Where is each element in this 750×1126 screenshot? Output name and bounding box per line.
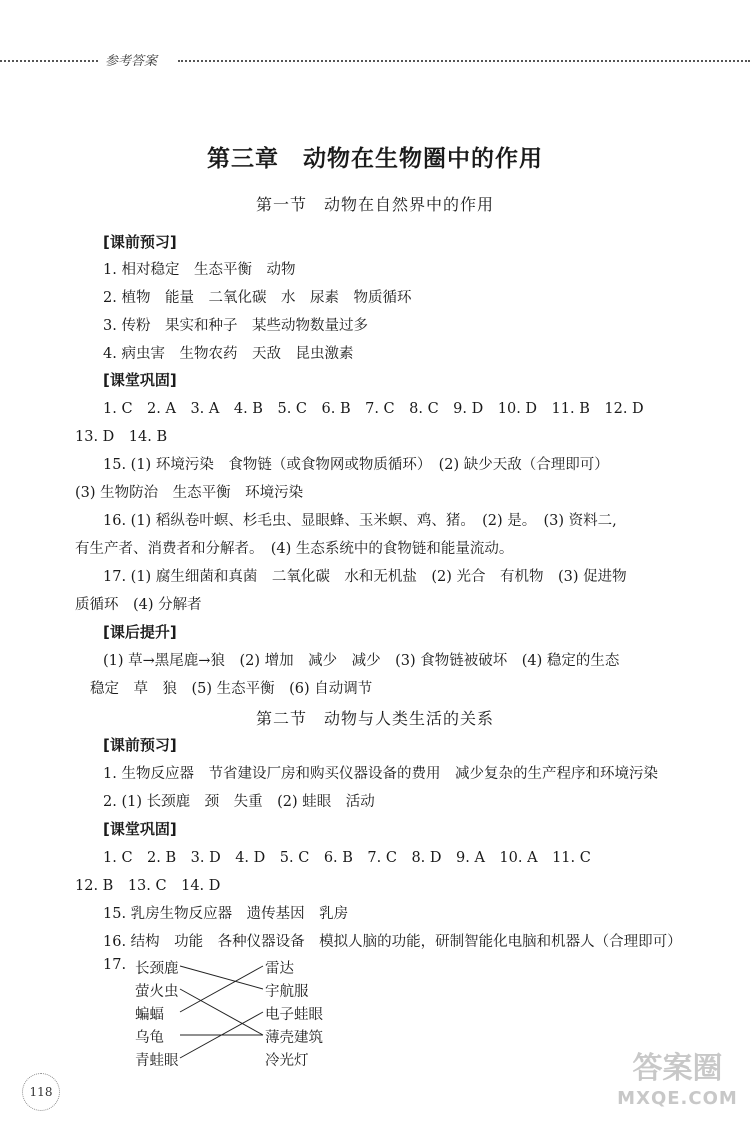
answer-line: 1. C 2. B 3. D 4. D 5. C 6. B 7. C 8. D 9. A 10. A 11. C (103, 850, 591, 866)
section-title-2: 第二节 动物与人类生活的关系 (255, 709, 494, 728)
answer-line: 12. B 13. C 14. D (75, 878, 221, 894)
watermark-line1: 答案圈 (632, 1051, 723, 1086)
matching-left-item: 乌龟 (135, 1030, 164, 1046)
answer-line: 1. 相对稳定 生态平衡 动物 (103, 262, 296, 278)
matching-number: 17. (103, 957, 127, 973)
answer-line: 3. 传粉 果实和种子 某些动物数量过多 (103, 318, 368, 334)
matching-right-item: 薄壳建筑 (265, 1030, 323, 1046)
matching-left-item: 青蛙眼 (135, 1053, 179, 1069)
answer-line: 15. 乳房生物反应器 遗传基因 乳房 (103, 906, 349, 922)
tag-class-1: [课堂巩固] (103, 371, 177, 389)
answer-line: (1) 草→黑尾鹿→狼 (2) 增加 减少 减少 (3) 食物链被破坏 (4) 稳定的生态 (103, 653, 620, 669)
answer-line: 质循环 (4) 分解者 (75, 597, 202, 613)
matching-right-item: 宇航服 (265, 984, 309, 1000)
watermark-line2: MXQE.COM (617, 1088, 738, 1109)
answer-line: 15. (1) 环境污染 食物链（或食物网或物质循环） (2) 缺少天敌（合理即可） (103, 457, 609, 473)
answer-line: 2. (1) 长颈鹿 颈 失重 (2) 蛙眼 活动 (103, 794, 375, 810)
answer-line: 有生产者、消费者和分解者。 (4) 生态系统中的食物链和能量流动。 (75, 541, 514, 557)
match-line (180, 989, 263, 1035)
header-rule-right (178, 60, 750, 62)
answer-line: (3) 生物防治 生态平衡 环境污染 (75, 485, 304, 501)
chapter-title: 第三章 动物在生物圈中的作用 (207, 146, 543, 172)
tag-preview-1: [课前预习] (103, 233, 177, 251)
header-label: 参考答案 (105, 54, 158, 69)
match-line (180, 966, 263, 989)
answer-line: 1. C 2. A 3. A 4. B 5. C 6. B 7. C 8. C 9. D 10. D 11. B 12. D (103, 401, 644, 417)
answer-line: 13. D 14. B (75, 429, 168, 445)
tag-after-1: [课后提升] (103, 623, 177, 641)
watermark-logo (615, 1050, 740, 1120)
matching-right-item: 电子蛙眼 (265, 1007, 323, 1023)
matching-lines (175, 955, 270, 1065)
header-rule-left (0, 60, 98, 62)
answer-line: 17. (1) 腐生细菌和真菌 二氧化碳 水和无机盐 (2) 光合 有机物 (3) 促进物 (103, 569, 627, 585)
matching-left-item: 蝙蝠 (135, 1007, 164, 1023)
page-number: 118 (22, 1073, 60, 1111)
answer-line: 2. 植物 能量 二氧化碳 水 尿素 物质循环 (103, 290, 412, 306)
matching-right-item: 冷光灯 (265, 1053, 309, 1069)
tag-class-2: [课堂巩固] (103, 820, 177, 838)
matching-left-item: 萤火虫 (135, 984, 179, 1000)
matching-left-item: 长颈鹿 (135, 961, 179, 977)
answer-line: 16. (1) 稻纵卷叶螟、杉毛虫、显眼蜂、玉米螟、鸡、猪。 (2) 是。 (3) 资料二, (103, 513, 617, 529)
section-title-1: 第一节 动物在自然界中的作用 (255, 195, 494, 214)
answer-line: 16. 结构 功能 各种仪器设备 模拟人脑的功能，研制智能化电脑和机器人（合理即可） (103, 934, 682, 950)
matching-right-item: 雷达 (265, 961, 294, 977)
tag-preview-2: [课前预习] (103, 736, 177, 754)
answer-line: 稳定 草 狼 (5) 生态平衡 (6) 自动调节 (90, 681, 373, 697)
answer-line: 4. 病虫害 生物农药 天敌 昆虫激素 (103, 346, 354, 362)
match-line (180, 966, 263, 1012)
answer-line: 1. 生物反应器 节省建设厂房和购买仪器设备的费用 减少复杂的生产程序和环境污染 (103, 766, 658, 782)
